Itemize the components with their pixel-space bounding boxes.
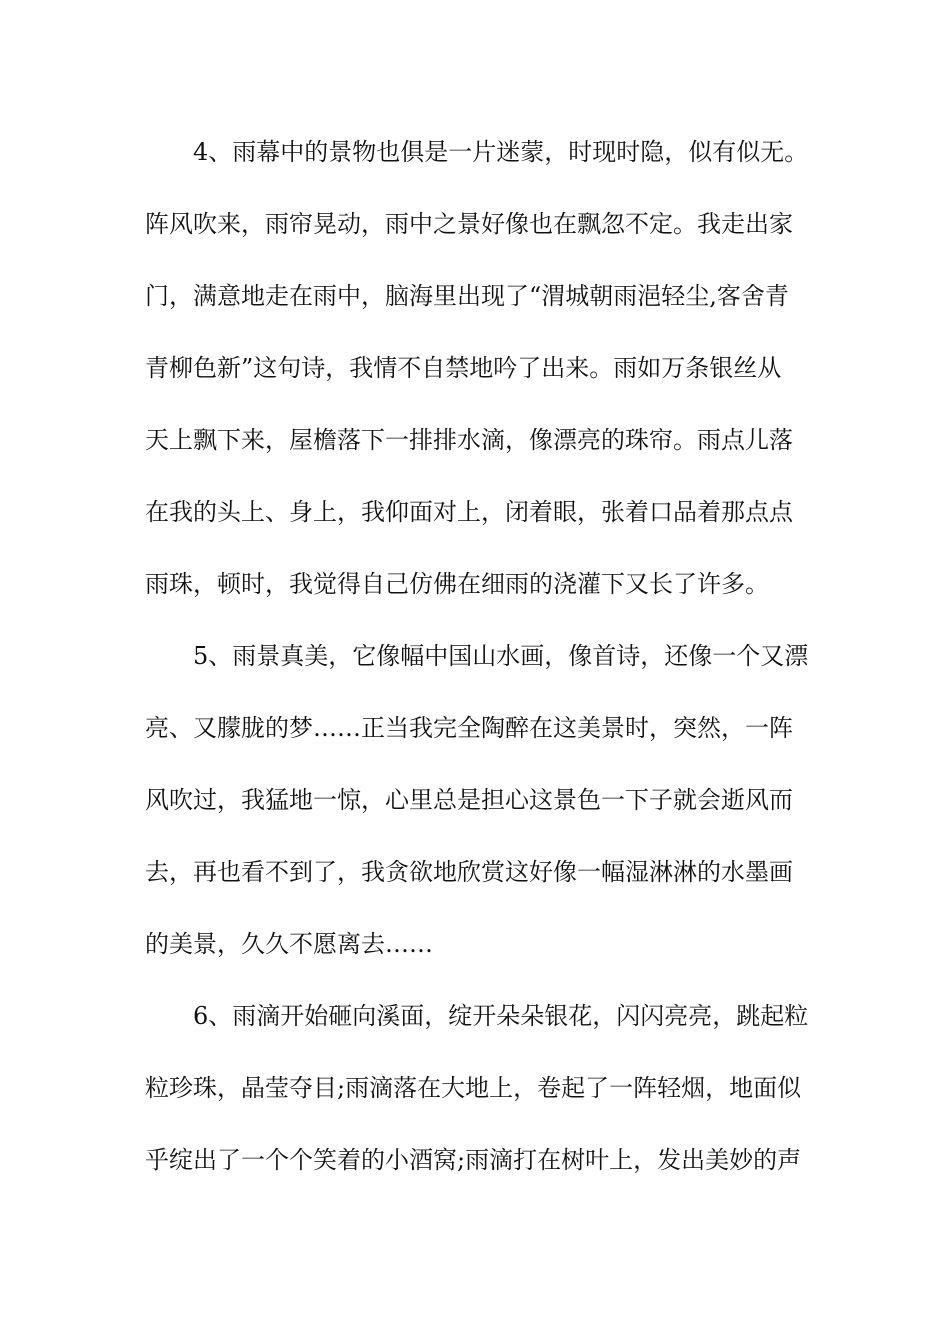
paragraph-6-line-2: 粒珍珠，晶莹夺目;雨滴落在大地上，卷起了一阵轻烟，地面似 xyxy=(145,1074,802,1102)
paragraph-4-line-6: 在我的头上、身上，我仰面对上，闭着眼，张着口品着那点点 xyxy=(145,498,793,526)
paragraph-6-line-3: 乎绽出了一个个笑着的小酒窝;雨滴打在树叶上，发出美妙的声 xyxy=(145,1146,802,1174)
paragraph-5-line-2: 亮、又朦胧的梦……正当我完全陶醉在这美景时，突然，一阵 xyxy=(145,714,793,742)
paragraph-4-line-7: 雨珠，顿时，我觉得自己仿佛在细雨的浇灌下又长了许多。 xyxy=(145,570,769,598)
paragraph-5-line-4: 去，再也看不到了，我贪欲地欣赏这好像一幅湿淋淋的水墨画 xyxy=(145,858,793,886)
paragraph-4-line-5: 天上飘下来，屋檐落下一排排水滴，像漂亮的珠帘。雨点儿落 xyxy=(145,426,793,454)
paragraph-4-line-1: 4、雨幕中的景物也俱是一片迷蒙，时现时隐，似有似无。 xyxy=(193,138,809,166)
paragraph-5-line-3: 风吹过，我猛地一惊，心里总是担心这景色一下子就会逝风而 xyxy=(145,786,793,814)
paragraph-5-line-5: 的美景，久久不愿离去…… xyxy=(145,930,433,958)
paragraph-4-line-2: 阵风吹来，雨帘晃动，雨中之景好像也在飘忽不定。我走出家 xyxy=(145,210,793,238)
paragraph-6-line-1: 6、雨滴开始砸向溪面，绽开朵朵银花，闪闪亮亮，跳起粒 xyxy=(193,1002,809,1030)
paragraph-4-line-4: 青柳色新”这句诗，我情不自禁地吟了出来。雨如万条银丝从 xyxy=(145,354,782,382)
paragraph-4-line-3: 门，满意地走在雨中，脑海里出现了“渭城朝雨浥轻尘,客舍青 xyxy=(145,282,789,310)
paragraph-5-line-1: 5、雨景真美，它像幅中国山水画，像首诗，还像一个又漂 xyxy=(193,642,809,670)
